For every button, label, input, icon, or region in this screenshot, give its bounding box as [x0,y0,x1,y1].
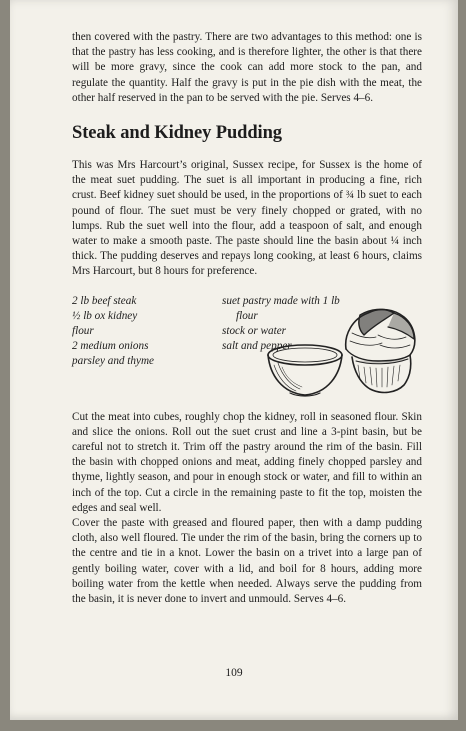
ingredient-item: flour [236,309,258,322]
method-paragraph-2: Cover the paste with greased and floured paper, then with a damp pudding cloth, also well floured. Tie under the rim of the basin, bring the corners up to the centre and tie in a knot. Lower the basin on a trivet into a large pan of gently boiling water, cover with a lid, and boil for 8 hours, adding more boiling water from the kettle when needed. Always serve the pudding from the basin, it is never done to invert and unmould. Serves 4–6. [72,517,422,606]
book-page [10,0,458,720]
ingredients-left-column [72,294,222,410]
method-section [72,410,422,608]
pudding-illustration [260,305,420,413]
page-number: 109 [225,667,243,679]
ingredient-item: 2 medium onions [72,340,149,353]
ingredient-item: salt and pepper [222,340,292,353]
recipe-description: This was Mrs Harcourt’s original, Sussex recipe, for Sussex is the home of the meat suet pudding. The suet is all important in producing a fine, rich crust. Beef kidney suet should be used, in the proportions of ¾ lb suet to each pound of flour. The suet must be very finely chopped or grated, with no lumps. Rub the suet well into the flour, add a teaspoon of salt, and enough water to make a smooth paste. The paste should line the basin about ¼ inch thick. The pudding deserves and repays long cooking, at least 6 hours, claims Mrs Harcourt, but 8 hours for preference. [72,159,422,278]
ingredient-item: 2 lb beef steak [72,294,137,307]
recipe-title: Steak and Kidney Pudding [72,123,282,144]
ingredient-item: flour [72,325,94,338]
ingredient-item: ½ lb ox kidney [72,309,138,322]
ingredient-item: parsley and thyme [72,355,155,368]
method-paragraph-1: Cut the meat into cubes, roughly chop the kidney, roll in seasoned flour. Skin and slice the onions. Roll out the suet crust and line a 3-pint basin, but be careful not to stretch it. Trim off the pastry around the rim of the basin. Fill the basin with chopped onions and meat, adding finely chopped parsley and thyme, lightly season, and pour in enough stock or water, and fill to within an inch of the top. Cut a circle in the remaining paste to fit the top, moisten the edges and seal well. [72,410,422,514]
ingredient-item: suet pastry made with 1 lb [222,294,340,307]
intro-paragraph: then covered with the pastry. There are two advantages to this method: one is that the pastry has less cooking, and is therefore lighter, the other is that there will be more gravy, since the cook can add more stock to the pan, and regulate the quantity. Half the gravy is put in the pie dish with the meat, the other half reserved in the pan to be served with the pie. Serves 4–6. [72,31,422,104]
cloth-tied-pudding-icon [346,309,415,392]
pudding-basin-icon [268,345,342,396]
ingredient-item: stock or water [222,325,287,338]
